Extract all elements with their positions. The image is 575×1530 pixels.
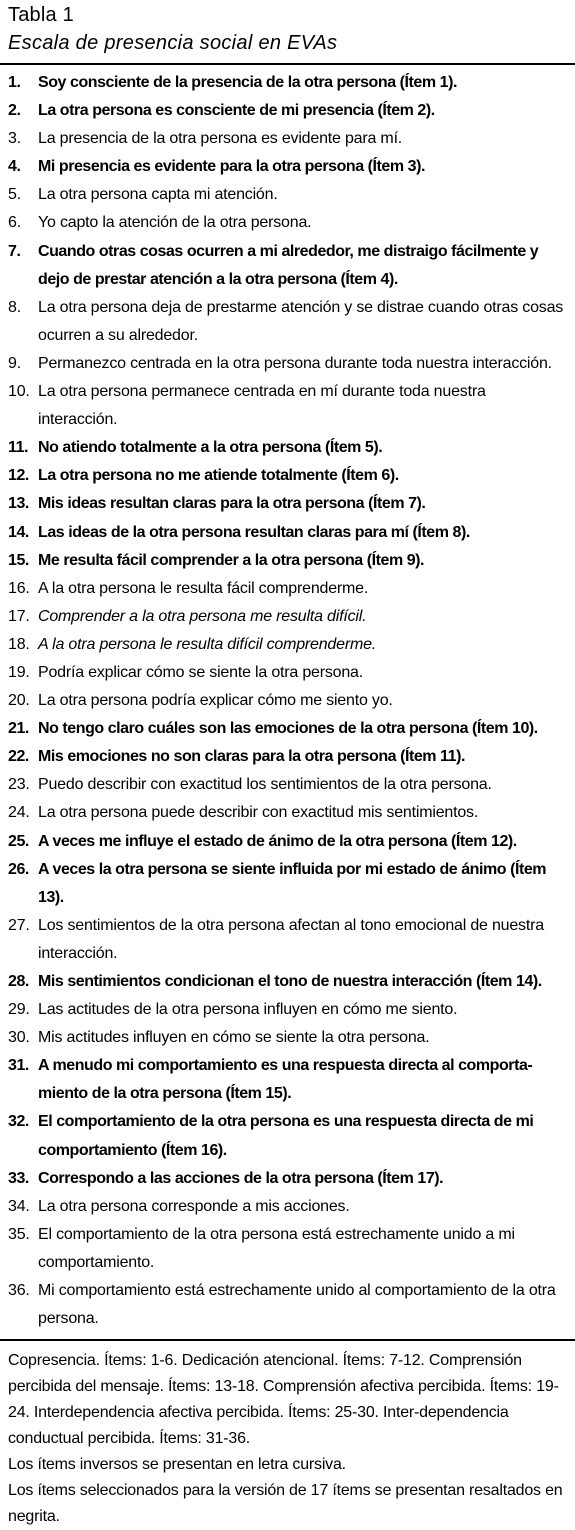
item-text: Permanezco centrada en la otra persona durante toda nuestra interacción. (38, 354, 552, 372)
item-number: 27. (8, 916, 30, 934)
item-text: Cuando otras cosas ocurren a mi alrededor, me distraigo fácilmente y dejo de prestar atención a la otra persona (Ítem 4). (38, 242, 539, 288)
list-item (0, 378, 575, 434)
list-item (0, 69, 575, 97)
item-number: 29. (8, 1001, 30, 1019)
item-number: 6. (8, 214, 21, 232)
item-text: La otra persona deja de prestarme atención y se distrae cuando otras cosas ocurren a su alrededor. (38, 298, 564, 344)
item-text: La otra persona permanece centrada en mí durante toda nuestra interacción. (38, 383, 486, 429)
item-number: 12. (8, 467, 29, 485)
list-item (0, 771, 575, 799)
item-text: A veces la otra persona se siente influida por mi estado de ánimo (Ítem 13). (38, 860, 547, 906)
item-text: Mi presencia es evidente para la otra persona (Ítem 3). (38, 158, 425, 176)
item-text: Correspondo a las acciones de la otra persona (Ítem 17). (38, 1169, 444, 1187)
item-number: 20. (8, 692, 30, 710)
list-item (0, 715, 575, 743)
item-text: Mis emociones no son claras para la otra persona (Ítem 11). (38, 748, 465, 766)
item-number: 9. (8, 354, 21, 372)
item-text: Comprender a la otra persona me resulta difícil. (38, 607, 367, 625)
list-item (0, 996, 575, 1024)
item-number: 3. (8, 130, 21, 148)
item-text: Podría explicar cómo se siente la otra persona. (38, 663, 363, 681)
item-list (0, 69, 575, 1333)
item-text: La otra persona no me atiende totalmente (Ítem 6). (38, 467, 399, 485)
list-item (0, 1052, 575, 1108)
list-item (0, 631, 575, 659)
table-label: Tabla 1 (8, 4, 74, 26)
item-text: Yo capto la atención de la otra persona. (38, 214, 312, 232)
list-item (0, 968, 575, 996)
item-text: No atiendo totalmente a la otra persona (Ítem 5). (38, 439, 383, 457)
item-number: 30. (8, 1029, 30, 1047)
item-number: 1. (8, 74, 21, 91)
note-line: Los ítems seleccionados para la versión de 17 ítems se presentan resaltados en negrita. (8, 1482, 563, 1526)
list-item (0, 659, 575, 687)
note-line: Copresencia. Ítems: 1-6. Dedicación atencional. Ítems: 7-12. Comprensión percibida del mensaje. Ítems: 13-18. Comprensión afectiva percibida. Ítems: 19-24. Interdependencia afectiva percibida. Ítems: 25-30. Inter-dependencia conductual percibida. Ítems: 31-36. (8, 1352, 559, 1448)
item-text: Las actitudes de la otra persona influyen en cómo me siento. (38, 1001, 458, 1019)
list-item (0, 575, 575, 603)
list-item (0, 238, 575, 294)
item-text: La otra persona capta mi atención. (38, 186, 278, 204)
item-number: 23. (8, 776, 30, 794)
item-number: 4. (8, 158, 21, 176)
list-item (0, 490, 575, 518)
list-item (0, 1108, 575, 1164)
item-number: 33. (8, 1169, 29, 1187)
item-number: 16. (8, 579, 30, 597)
item-number: 13. (8, 495, 29, 513)
item-number: 21. (8, 720, 29, 738)
item-number: 31. (8, 1057, 29, 1075)
list-item (0, 97, 575, 125)
list-item (0, 799, 575, 827)
item-number: 32. (8, 1113, 29, 1131)
item-number: 34. (8, 1197, 30, 1215)
item-number: 18. (8, 635, 30, 653)
list-item (0, 462, 575, 490)
item-text: Soy consciente de la presencia de la otra persona (Ítem 1). (38, 74, 457, 91)
item-text: A menudo mi comportamiento es una respuesta directa al comporta-miento de la otra persona (Ítem 15). (38, 1057, 533, 1103)
list-item (0, 519, 575, 547)
item-number: 15. (8, 551, 29, 569)
item-number: 8. (8, 298, 21, 316)
item-text: El comportamiento de la otra persona es una respuesta directa de mi comportamiento (Ítem 16). (38, 1113, 534, 1159)
list-item (0, 547, 575, 575)
list-item (0, 1193, 575, 1221)
item-text: La otra persona puede describir con exactitud mis sentimientos. (38, 804, 479, 822)
table-title: Escala de presencia social en EVAs (8, 32, 338, 54)
item-text: Mis sentimientos condicionan el tono de nuestra interacción (Ítem 14). (38, 973, 542, 990)
item-number: 2. (8, 102, 21, 120)
list-item (0, 294, 575, 350)
item-number: 14. (8, 523, 29, 541)
list-item (0, 209, 575, 237)
list-item (0, 1277, 575, 1333)
list-item (0, 1221, 575, 1277)
item-number: 26. (8, 860, 29, 878)
item-text: A la otra persona le resulta difícil comprenderme. (38, 635, 377, 653)
item-text: Mis ideas resultan claras para la otra persona (Ítem 7). (38, 495, 426, 513)
list-item (0, 153, 575, 181)
item-text: Los sentimientos de la otra persona afectan al tono emocional de nuestra interacción. (38, 916, 544, 962)
item-number: 22. (8, 748, 29, 766)
item-text: A veces me influye el estado de ánimo de la otra persona (Ítem 12). (38, 832, 517, 850)
list-item (0, 856, 575, 912)
table-caption (0, 0, 575, 58)
item-text: Mis actitudes influyen en cómo se siente la otra persona. (38, 1029, 430, 1047)
item-number: 24. (8, 804, 30, 822)
list-item (0, 828, 575, 856)
note-line: Los ítems inversos se presentan en letra cursiva. (8, 1456, 346, 1474)
item-number: 36. (8, 1282, 30, 1300)
item-text: La otra persona corresponde a mis acciones. (38, 1197, 350, 1215)
item-text: A la otra persona le resulta fácil comprenderme. (38, 579, 369, 597)
table-notes (0, 1341, 575, 1530)
item-text: La otra persona es consciente de mi presencia (Ítem 2). (38, 102, 435, 120)
item-text: Me resulta fácil comprender a la otra persona (Ítem 9). (38, 551, 425, 569)
list-item (0, 181, 575, 209)
item-number: 25. (8, 832, 29, 850)
item-number: 5. (8, 186, 21, 204)
item-number: 28. (8, 973, 29, 990)
item-text: La otra persona podría explicar cómo me siento yo. (38, 692, 393, 710)
item-text: La presencia de la otra persona es evidente para mí. (38, 130, 403, 148)
item-number: 10. (8, 383, 30, 401)
list-item (0, 350, 575, 378)
item-text: Puedo describir con exactitud los sentimientos de la otra persona. (38, 776, 492, 794)
item-number: 17. (8, 607, 30, 625)
list-item (0, 743, 575, 771)
item-text: Mi comportamiento está estrechamente unido al comportamiento de la otra persona. (38, 1282, 556, 1328)
item-text: No tengo claro cuáles son las emociones de la otra persona (Ítem 10). (38, 720, 538, 738)
list-item (0, 603, 575, 631)
list-item (0, 912, 575, 968)
list-item (0, 434, 575, 462)
item-number: 19. (8, 663, 30, 681)
list-item (0, 687, 575, 715)
top-rule (0, 63, 575, 65)
list-item (0, 1165, 575, 1193)
item-number: 11. (8, 439, 29, 457)
item-number: 35. (8, 1225, 30, 1243)
item-text: Las ideas de la otra persona resultan claras para mí (Ítem 8). (38, 523, 470, 541)
list-item (0, 1024, 575, 1052)
item-number: 7. (8, 242, 21, 260)
list-item (0, 125, 575, 153)
item-text: El comportamiento de la otra persona está estrechamente unido a mi comportamiento. (38, 1225, 515, 1271)
